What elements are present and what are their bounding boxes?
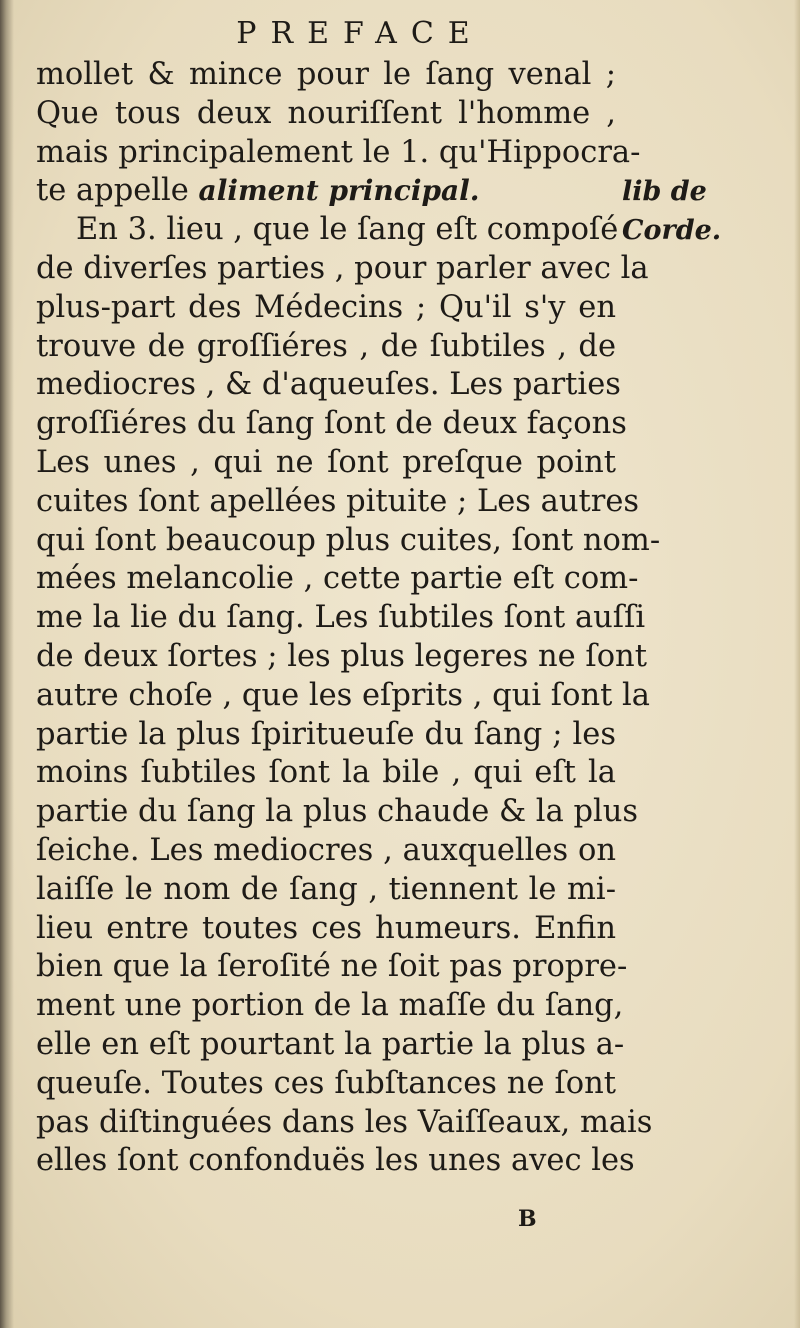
- text-line: qui ſont beaucoup plus cuites, ſont nom-: [36, 522, 661, 558]
- text-line: de deux ſortes ; les plus legeres ne ſont: [36, 638, 647, 674]
- text-line: elle en eſt pourtant la partie la plus a-: [36, 1026, 625, 1062]
- text-line: [36, 172, 616, 211]
- text-line-start: te appelle: [36, 173, 189, 209]
- italic-phrase: aliment principal.: [198, 174, 480, 208]
- text-line: de diverſes parties , pour parler avec la: [36, 250, 649, 286]
- page-edge: [794, 0, 800, 1328]
- text-line: laiſſe le nom de ſang , tiennent le mi-: [36, 871, 616, 907]
- text-line: Les unes , qui ne ſont preſque point: [36, 444, 616, 480]
- text-line: mediocres , & d'aqueuſes. Les parties: [36, 367, 621, 403]
- text-line: mées melancolie , cette partie eſt com-: [36, 561, 639, 597]
- text-line: bien que la ſeroſité ne ſoit pas propre-: [36, 949, 628, 985]
- text-line: mollet & mince pour le ſang venal ;: [36, 57, 616, 92]
- text-line: groſſiéres du ſang ſont de deux façons: [36, 406, 627, 442]
- text-line: cuites ſont apellées pituite ; Les autres: [36, 483, 640, 519]
- text-line: partie la plus ſpiritueuſe du ſang ; les: [36, 716, 616, 752]
- text-line: ſeiche. Les mediocres , auxquelles on: [36, 832, 616, 868]
- text-line: pas diſtinguées dans les Vaiſſeaux, mais: [36, 1104, 653, 1140]
- marginal-note: Corde.: [622, 215, 722, 246]
- text-line: moins ſubtiles ſont la bile , qui eſt la: [36, 755, 616, 791]
- text-line: En 3. lieu , que le ſang eſt compoſé: [76, 212, 619, 248]
- text-line: queuſe. Toutes ces ſubſtances ne ſont: [36, 1065, 616, 1101]
- text-line: lieu entre toutes ces humeurs. Enfin: [36, 910, 616, 946]
- gutter-shadow: [0, 0, 14, 1328]
- text-line: ment une portion de la maſſe du ſang,: [36, 988, 624, 1024]
- running-head: PREFACE: [236, 16, 484, 51]
- text-line: trouve de groſſiéres , de ſubtiles , de: [36, 328, 616, 364]
- body-text: [36, 56, 661, 1181]
- text-line: mais principalement le 1. qu'Hippocra-: [36, 134, 641, 170]
- text-line: autre choſe , que les eſprits , qui ſont la: [36, 677, 650, 713]
- text-line: elles ſont confonduës les unes avec les: [36, 1143, 635, 1179]
- text-line: partie du ſang la plus chaude & la plus: [36, 794, 639, 830]
- signature-mark: B: [518, 1206, 537, 1232]
- text-line: me la lie du ſang. Les ſubtiles ſont auſſi: [36, 600, 646, 636]
- marginal-note: lib de: [622, 176, 707, 207]
- text-line: Que tous deux nouriſſent l'homme ,: [36, 95, 616, 131]
- text-line: plus-part des Médecins ; Qu'il s'y en: [36, 289, 616, 325]
